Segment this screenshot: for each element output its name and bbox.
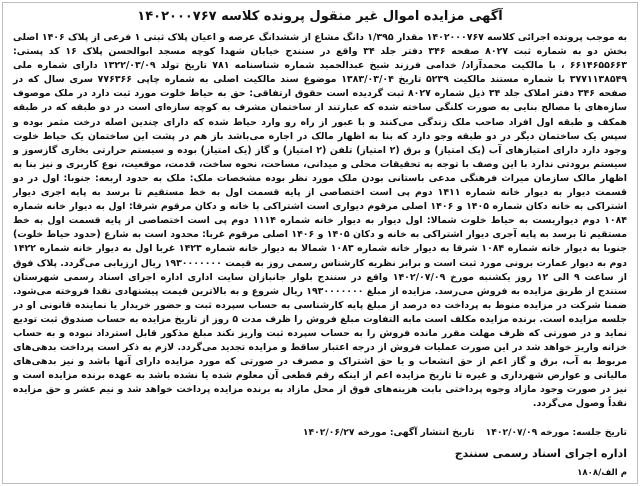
publish-date: تاریخ انتشار آگهی: مورخه ۱۴۰۲/۰۶/۲۷ [302, 427, 475, 438]
notice-body [13, 31, 627, 412]
notice-title: آگهی مزایده اموال غیر منقول پرونده کلاسه ۱۴۰۲۰۰۰۷۶۷ [137, 9, 503, 24]
issuing-office: اداره اجرای اسناد رسمی سنندج [454, 447, 627, 460]
meeting-date: تاریخ جلسه: مورخه ۱۴۰۲/۰۷/۰۹ [485, 427, 627, 438]
notice-paragraph: به موجب پرونده اجرائی کلاسه ۱۴۰۲۰۰۰۷۶۷ مقدار ۱/۳۹۵ دانگ مشاع از ششدانگ عرصه و اعیان پلاک ثبتی ۱ فرعی از پلاک ۱۴۰۶ اصلی بخش دو به شماره ثبت ۸۰۲۷ صفحه ۳۴۶ دفتر جلد ۳۴ واقع در سنندج خیابان شهدا کوچه مسجد ابوالحسن پلاک ۱۶ کد پستی: ۶۶۱۴۶۵۵۶۶۳ ، با مالکیت محمدآزاد/ خدامی فرزند شیخ عبدالحمید شماره شناسنامه ۷۸۱ تاریخ تولد ۱۳۲۲/۰۳/۰۹ دارای شماره ملی ۳۷۷۱۱۳۸۵۴۹ با شماره مستند مالکیت ۵۲۳۹ تاریخ ۱۳۸۳/۰۳/۰۴ موضوع سند مالکیت اصلی به شماره چاپی ۷۷۶۳۶۶ سری سال که در صفحه ۳۴۶ دفتر املاک جلد ۳۴ ذیل شماره ۸۰۲۷ ثبت گردیده است حقوق ارتفاقی: حق به حیاط خلوت مورد ثبت دارد در ملک موصوف سازه‌های با مصالح بنایی به صورت کلنگی ساخته شده که عبارتند از ساختمان مشرف به کوچه سازه‌ای است در دو طبقه که در طبقه همکف و طبقه اول افراد صاحب ملک زندگی می‌کنند و با عبور از راه رو وارد حیاط شده که دارای چندین اصله درخت مثمر بوده و سپس یک ساختمان دیگر در دو طبقه وجو دارد که بنا به اظهار مالک در اجاره می‌باشد باز هم در پشت این ساختمان یک حیاط خلوت وجود دارد دارای امتیازهای آب (یک امتیاز) و برق (۲ امتیاز) تلفن (۲ امتیاز) و گاز (یک امتیاز) بوده و سیستم حرارتی بخاری گازسوز و سیستم برودتی ندارد با این وصف با توجه به تحقیقات محلی و میدانی، مساحت، نحوه ساخت، قدمت، موقعیت، نوع کاربری و نیز بنا به اظهار مالک سازمان میراث فرهنگی مدعی باستانی بودن ملک مورد نظر بوده مشخصات ملک: ملک به حدود اربعه: جنوبا: اول در دو قسمت دیوار به دیوار خانه شماره ۱۴۱۱ دوم پی است اختصاصی از پایه قسمت اول به خط مستقیم تا برسد به پایه اجری دیوار اشتراکی به خانه دکان شماره ۱۴۰۵ و ۱۴۰۶ اصلی مرقوم دیواری است اشتراکی با خانه و دکان مرقوم شرقا: اول به دیوار خانه شماره ۱۰۸۴ دوم دیواریست به حیاط خلوت شمالا: اول دیوار به دیوار خانه شماره ۱۱۱۴ دوم پی است اختصاصی از پایه قسمت اول به خط مستقیم تا برسد به پایه آجری دیوار اشتراکی به خانه و دکان ۱۴۰۵ و ۱۴۰۶ اصلی مرقوم غربا: محدود است به شارع (حدود حیاط خلوت) جنوبا به دیوار خانه شماره ۱۰۸۴ شرقا به دیوار خانه شماره ۱۰۸۳ شمالا به دیوار خانه شماره ۱۴۲۳ غربا اول به دیوار خانه شماره ۱۴۲۲ دوم به دیوار عمارت برونی مورد ثبت است و برابر نظریه کارشناس رسمی روز به قیمت ۱۹۳۰۰۰۰۰۰۰ ریال ارزیابی می‌گردد. پلاک فوق از ساعت ۹ الی ۱۲ روز یکشنبه مورخ ۱۴۰۲/۰۷/۰۹ واقع در سنندج بلوار جانبازان سایت اداری اداره اجرای اسناد رسمی شهرستان سنندج از طریق مزایده به فروش می‌رسد. مزایده از مبلغ ۱۹۳۰۰۰۰۰۰۰ ریال شروع و به بالاترین قیمت پیشنهادی نقدا فروخته می‌شود. ضمنا شرکت در مزایده منوط به پرداخت ده درصد از مبلغ پایه کارشناسی به حساب سپرده ثبت و حضور خریدار یا نماینده قانونی او در جلسه مزایده است. برنده مزایده مکلف است مابه التفاوت مبلغ فروش را ظرف مدت ۵ روز از تاریخ مزایده به حساب صندوق ثبت تودیع نماید و در صورتی که ظرف مهلت مقرر مانده فروش را به حساب سپرده ثبت واریز نکند مبلغ مذکور قابل استرداد نبوده و به حساب خزانه واریز خواهد شد در این صورت عملیات فروش از درجه اعتبار ساقط و مزایده تجدید می‌گردد. لازم به ذکر است پرداخت بدهی‌های مربوط به آب، برق و گاز اعم از حق انشعاب و یا حق اشتراک و مصرف در صورتی که مورد مزایده دارای آنها باشد و نیز بدهی‌های مالیاتی و عوارض شهرداری و غیره تا تاریخ مزایده اعم از اینکه رقم قطعی آن معلوم شده یا نشده باشد به عهده برنده مزایده است و نیز در صورت وجود مازاد وجوه پرداختی بابت هزینه‌های فوق از محل مازاد به برنده مزایده پرداخت خواهد شد و نیم عشر و حق مزایده نقداً وصول می‌گردد. [13, 32, 628, 410]
notice-dates [295, 427, 627, 438]
auction-notice [2, 2, 638, 484]
reference-code: م الف/۱۸۰۸ [577, 468, 627, 478]
